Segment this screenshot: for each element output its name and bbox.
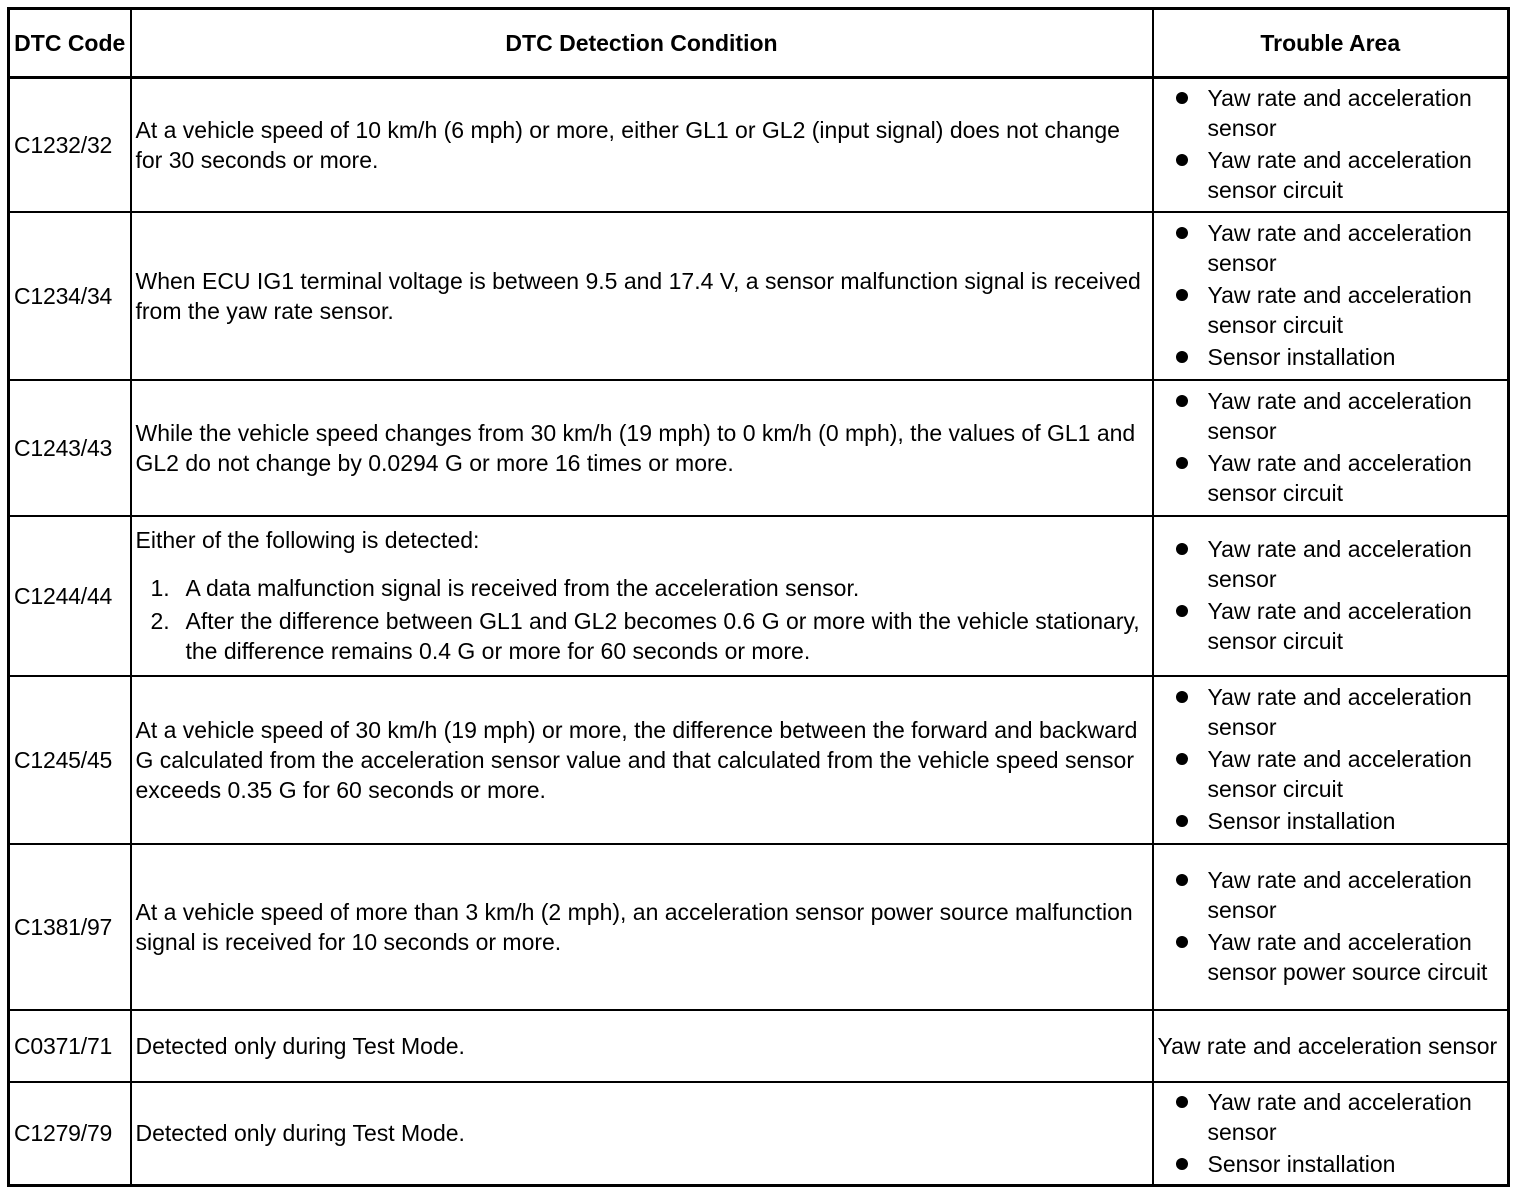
bullet-icon bbox=[1176, 227, 1188, 239]
trouble-area-list bbox=[1158, 1087, 1504, 1179]
header-trouble-area: Trouble Area bbox=[1153, 9, 1509, 78]
table-row bbox=[9, 380, 1509, 516]
trouble-area-item: Yaw rate and acceleration sensor circuit bbox=[1158, 596, 1504, 656]
trouble-area-list bbox=[1158, 218, 1504, 372]
dtc-code-cell: C0371/71 bbox=[9, 1010, 131, 1082]
bullet-icon bbox=[1176, 92, 1188, 104]
trouble-area-item: Yaw rate and acceleration sensor bbox=[1158, 386, 1504, 446]
table-header-row bbox=[9, 9, 1509, 78]
trouble-area-item: Yaw rate and acceleration sensor bbox=[1158, 865, 1504, 925]
table-row bbox=[9, 1082, 1509, 1186]
detection-condition-cell: At a vehicle speed of 30 km/h (19 mph) or more, the difference between the forward and backward G calculated from the acceleration sensor value and that calculated from the vehicle speed sensor exceeds 0.35 G for 60 seconds or more. bbox=[131, 676, 1153, 844]
trouble-area-cell bbox=[1153, 1082, 1509, 1186]
trouble-area-item: Yaw rate and acceleration sensor circuit bbox=[1158, 744, 1504, 804]
condition-list bbox=[136, 573, 1148, 666]
detection-condition-cell bbox=[131, 516, 1153, 676]
trouble-area-cell bbox=[1153, 78, 1509, 212]
dtc-code-cell: C1381/97 bbox=[9, 844, 131, 1010]
condition-item: 2. After the difference between GL1 and GL2 becomes 0.6 G or more with the vehicle stationary, the difference remains 0.4 G or more for 60 seconds or more. bbox=[150, 608, 1140, 664]
condition-item: 1. A data malfunction signal is received from the acceleration sensor. bbox=[150, 575, 860, 601]
trouble-area-list bbox=[1158, 682, 1504, 836]
table-row bbox=[9, 1010, 1509, 1082]
trouble-area-list bbox=[1158, 865, 1504, 987]
trouble-area-cell bbox=[1153, 516, 1509, 676]
table-row bbox=[9, 844, 1509, 1010]
dtc-code-cell: C1232/32 bbox=[9, 78, 131, 212]
trouble-area-item: Yaw rate and acceleration sensor bbox=[1158, 534, 1504, 594]
trouble-area-item: Sensor installation bbox=[1158, 342, 1504, 372]
bullet-icon bbox=[1176, 874, 1188, 886]
dtc-code-cell: C1243/43 bbox=[9, 380, 131, 516]
bullet-icon bbox=[1176, 605, 1188, 617]
bullet-icon bbox=[1176, 815, 1188, 827]
table-row bbox=[9, 78, 1509, 212]
trouble-area-list bbox=[1158, 83, 1504, 205]
bullet-icon bbox=[1176, 289, 1188, 301]
table-row bbox=[9, 516, 1509, 676]
trouble-area-item: Sensor installation bbox=[1158, 806, 1504, 836]
bullet-icon bbox=[1176, 1096, 1188, 1108]
detection-condition-cell: Detected only during Test Mode. bbox=[131, 1082, 1153, 1186]
condition-intro: Either of the following is detected: bbox=[135, 527, 480, 553]
dtc-code-cell: C1234/34 bbox=[9, 212, 131, 380]
trouble-area-cell bbox=[1153, 844, 1509, 1010]
trouble-area-item: Yaw rate and acceleration sensor power source circuit bbox=[1158, 927, 1504, 987]
bullet-icon bbox=[1176, 936, 1188, 948]
trouble-area-list bbox=[1158, 534, 1504, 656]
trouble-area-item: Yaw rate and acceleration sensor bbox=[1158, 83, 1504, 143]
bullet-icon bbox=[1176, 154, 1188, 166]
dtc-code-cell: C1244/44 bbox=[9, 516, 131, 676]
detection-condition-cell: Detected only during Test Mode. bbox=[131, 1010, 1153, 1082]
table-row bbox=[9, 676, 1509, 844]
trouble-area-cell bbox=[1153, 676, 1509, 844]
trouble-area-item: Yaw rate and acceleration sensor bbox=[1158, 682, 1504, 742]
trouble-area-cell bbox=[1153, 212, 1509, 380]
trouble-area-item: Yaw rate and acceleration sensor bbox=[1158, 218, 1504, 278]
dtc-code-cell: C1245/45 bbox=[9, 676, 131, 844]
trouble-area-item: Yaw rate and acceleration sensor bbox=[1158, 1087, 1504, 1147]
bullet-icon bbox=[1176, 691, 1188, 703]
detection-condition-cell: When ECU IG1 terminal voltage is between 9.5 and 17.4 V, a sensor malfunction signal is received from the yaw rate sensor. bbox=[131, 212, 1153, 380]
trouble-area-item: Yaw rate and acceleration sensor circuit bbox=[1158, 145, 1504, 205]
header-detection-condition: DTC Detection Condition bbox=[131, 9, 1153, 78]
dtc-table bbox=[7, 7, 1510, 1187]
trouble-area-item: Yaw rate and acceleration sensor circuit bbox=[1158, 280, 1504, 340]
bullet-icon bbox=[1176, 351, 1188, 363]
trouble-area-cell bbox=[1153, 380, 1509, 516]
dtc-code-cell: C1279/79 bbox=[9, 1082, 131, 1186]
bullet-icon bbox=[1176, 395, 1188, 407]
bullet-icon bbox=[1176, 457, 1188, 469]
bullet-icon bbox=[1176, 753, 1188, 765]
trouble-area-item: Sensor installation bbox=[1158, 1149, 1504, 1179]
bullet-icon bbox=[1176, 543, 1188, 555]
detection-condition-cell: At a vehicle speed of 10 km/h (6 mph) or more, either GL1 or GL2 (input signal) does not change for 30 seconds or more. bbox=[131, 78, 1153, 212]
trouble-area-cell: Yaw rate and acceleration sensor bbox=[1153, 1010, 1509, 1082]
detection-condition-cell: At a vehicle speed of more than 3 km/h (2 mph), an acceleration sensor power source malfunction signal is received for 10 seconds or more. bbox=[131, 844, 1153, 1010]
table-row bbox=[9, 212, 1509, 380]
bullet-icon bbox=[1176, 1158, 1188, 1170]
header-dtc-code: DTC Code bbox=[9, 9, 131, 78]
detection-condition-cell: While the vehicle speed changes from 30 km/h (19 mph) to 0 km/h (0 mph), the values of GL1 and GL2 do not change by 0.0294 G or more 16 times or more. bbox=[131, 380, 1153, 516]
trouble-area-item: Yaw rate and acceleration sensor circuit bbox=[1158, 448, 1504, 508]
trouble-area-list bbox=[1158, 386, 1504, 508]
